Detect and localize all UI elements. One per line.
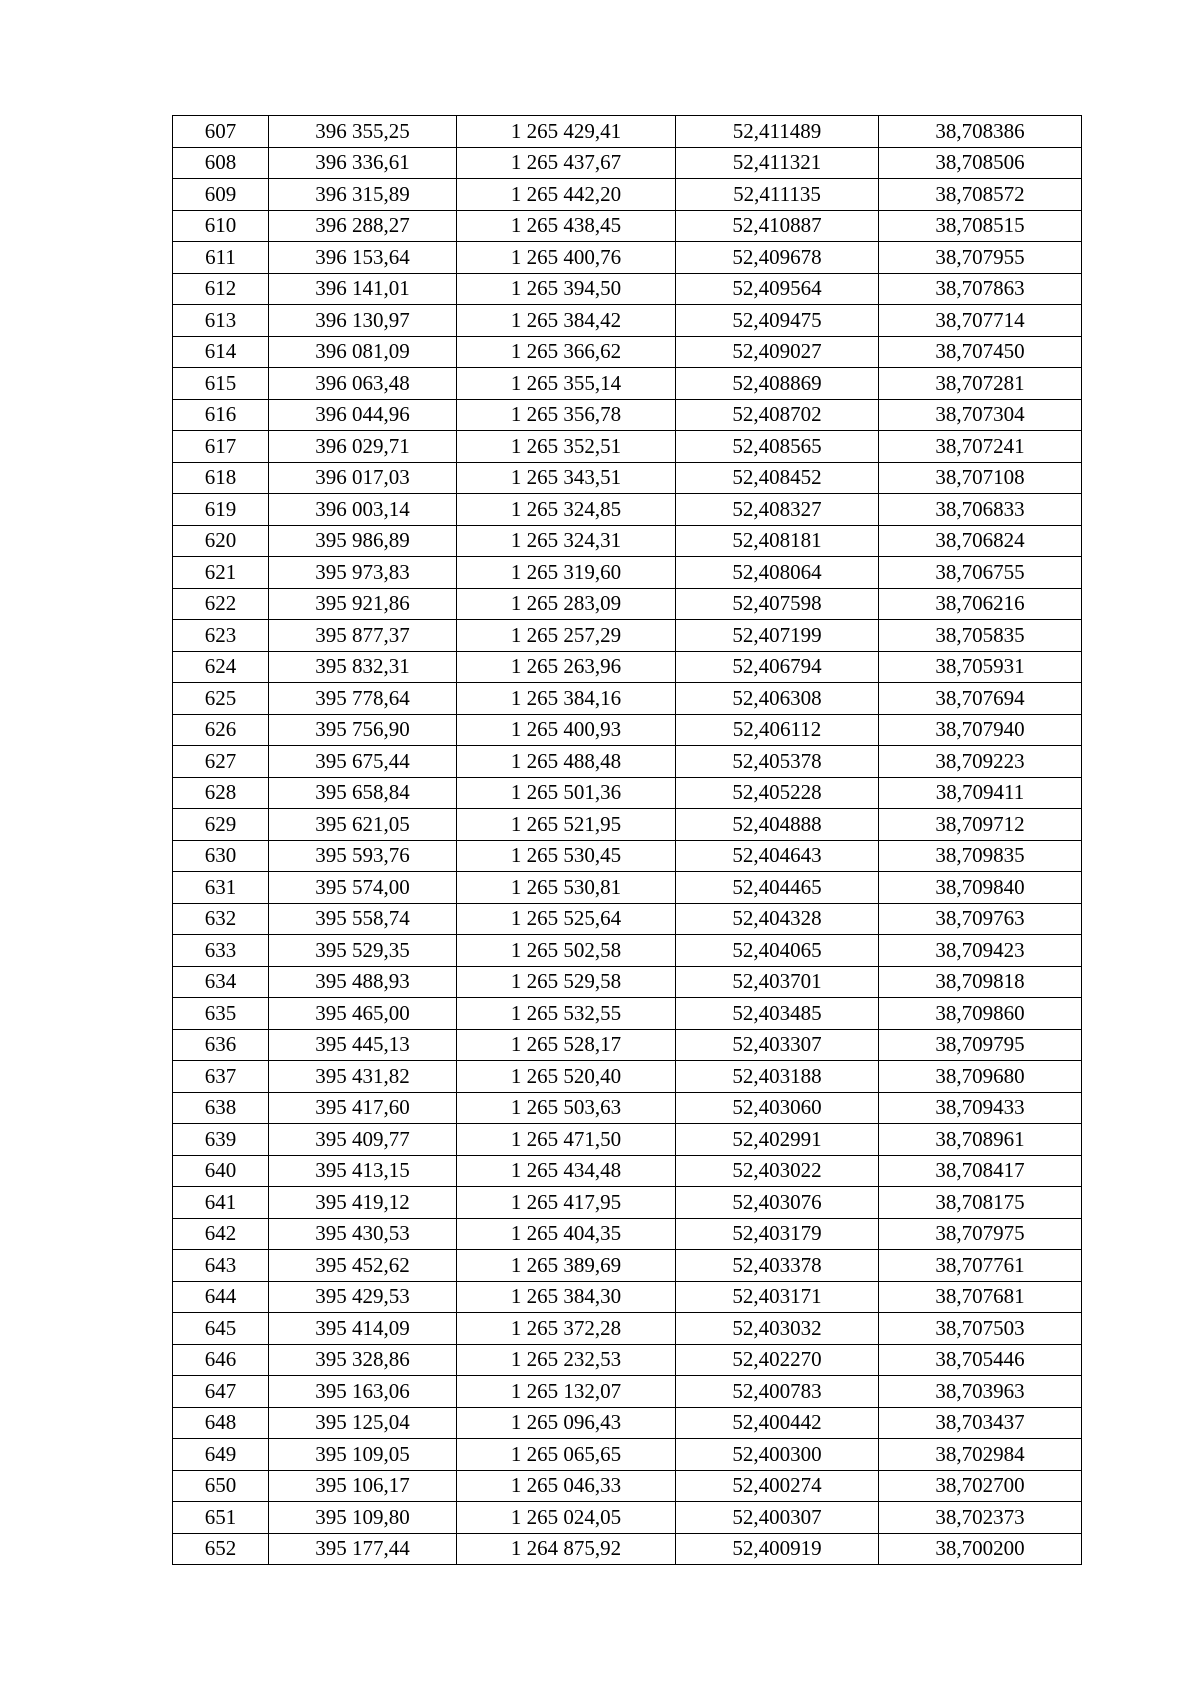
latitude-cell: 52,403171: [676, 1281, 879, 1313]
table-row: [173, 1533, 1082, 1565]
y-coordinate-cell: 1 265 438,45: [457, 210, 676, 242]
y-coordinate-cell: 1 265 442,20: [457, 179, 676, 211]
longitude-cell: 38,707241: [879, 431, 1082, 463]
longitude-cell: 38,707940: [879, 714, 1082, 746]
y-coordinate-cell: 1 265 529,58: [457, 966, 676, 998]
x-coordinate-cell: 396 029,71: [269, 431, 457, 463]
longitude-cell: 38,709795: [879, 1029, 1082, 1061]
x-coordinate-cell: 395 877,37: [269, 620, 457, 652]
x-coordinate-cell: 396 130,97: [269, 305, 457, 337]
x-coordinate-cell: 395 973,83: [269, 557, 457, 589]
latitude-cell: 52,405228: [676, 777, 879, 809]
latitude-cell: 52,408181: [676, 525, 879, 557]
point-number-cell: 610: [173, 210, 269, 242]
latitude-cell: 52,409564: [676, 273, 879, 305]
y-coordinate-cell: 1 265 503,63: [457, 1092, 676, 1124]
point-number-cell: 645: [173, 1313, 269, 1345]
longitude-cell: 38,709223: [879, 746, 1082, 778]
latitude-cell: 52,400442: [676, 1407, 879, 1439]
point-number-cell: 608: [173, 147, 269, 179]
table-row: [173, 368, 1082, 400]
x-coordinate-cell: 396 044,96: [269, 399, 457, 431]
y-coordinate-cell: 1 265 528,17: [457, 1029, 676, 1061]
x-coordinate-cell: 396 063,48: [269, 368, 457, 400]
point-number-cell: 615: [173, 368, 269, 400]
longitude-cell: 38,708386: [879, 116, 1082, 148]
longitude-cell: 38,707863: [879, 273, 1082, 305]
longitude-cell: 38,702373: [879, 1502, 1082, 1534]
point-number-cell: 641: [173, 1187, 269, 1219]
point-number-cell: 642: [173, 1218, 269, 1250]
y-coordinate-cell: 1 265 232,53: [457, 1344, 676, 1376]
point-number-cell: 639: [173, 1124, 269, 1156]
point-number-cell: 651: [173, 1502, 269, 1534]
longitude-cell: 38,705835: [879, 620, 1082, 652]
point-number-cell: 650: [173, 1470, 269, 1502]
x-coordinate-cell: 395 109,80: [269, 1502, 457, 1534]
point-number-cell: 647: [173, 1376, 269, 1408]
x-coordinate-cell: 395 414,09: [269, 1313, 457, 1345]
latitude-cell: 52,406794: [676, 651, 879, 683]
point-number-cell: 628: [173, 777, 269, 809]
y-coordinate-cell: 1 265 521,95: [457, 809, 676, 841]
y-coordinate-cell: 1 265 502,58: [457, 935, 676, 967]
point-number-cell: 619: [173, 494, 269, 526]
point-number-cell: 635: [173, 998, 269, 1030]
latitude-cell: 52,403179: [676, 1218, 879, 1250]
point-number-cell: 644: [173, 1281, 269, 1313]
longitude-cell: 38,707714: [879, 305, 1082, 337]
table-row: [173, 651, 1082, 683]
x-coordinate-cell: 395 409,77: [269, 1124, 457, 1156]
y-coordinate-cell: 1 265 257,29: [457, 620, 676, 652]
latitude-cell: 52,406308: [676, 683, 879, 715]
point-number-cell: 634: [173, 966, 269, 998]
table-row: [173, 903, 1082, 935]
x-coordinate-cell: 395 419,12: [269, 1187, 457, 1219]
longitude-cell: 38,706216: [879, 588, 1082, 620]
y-coordinate-cell: 1 265 024,05: [457, 1502, 676, 1534]
y-coordinate-cell: 1 265 501,36: [457, 777, 676, 809]
y-coordinate-cell: 1 265 532,55: [457, 998, 676, 1030]
x-coordinate-cell: 395 431,82: [269, 1061, 457, 1093]
latitude-cell: 52,411135: [676, 179, 879, 211]
latitude-cell: 52,411489: [676, 116, 879, 148]
longitude-cell: 38,703437: [879, 1407, 1082, 1439]
longitude-cell: 38,703963: [879, 1376, 1082, 1408]
y-coordinate-cell: 1 265 356,78: [457, 399, 676, 431]
point-number-cell: 618: [173, 462, 269, 494]
x-coordinate-cell: 395 675,44: [269, 746, 457, 778]
x-coordinate-cell: 395 163,06: [269, 1376, 457, 1408]
x-coordinate-cell: 396 315,89: [269, 179, 457, 211]
x-coordinate-cell: 395 106,17: [269, 1470, 457, 1502]
point-number-cell: 616: [173, 399, 269, 431]
x-coordinate-cell: 396 153,64: [269, 242, 457, 274]
point-number-cell: 629: [173, 809, 269, 841]
table-row: [173, 557, 1082, 589]
point-number-cell: 631: [173, 872, 269, 904]
y-coordinate-cell: 1 265 434,48: [457, 1155, 676, 1187]
table-row: [173, 494, 1082, 526]
latitude-cell: 52,400307: [676, 1502, 879, 1534]
latitude-cell: 52,403076: [676, 1187, 879, 1219]
latitude-cell: 52,409027: [676, 336, 879, 368]
latitude-cell: 52,408452: [676, 462, 879, 494]
y-coordinate-cell: 1 265 404,35: [457, 1218, 676, 1250]
x-coordinate-cell: 395 430,53: [269, 1218, 457, 1250]
table-row: [173, 840, 1082, 872]
longitude-cell: 38,707761: [879, 1250, 1082, 1282]
latitude-cell: 52,408702: [676, 399, 879, 431]
coordinates-table-body: [173, 116, 1082, 1565]
latitude-cell: 52,400274: [676, 1470, 879, 1502]
point-number-cell: 612: [173, 273, 269, 305]
longitude-cell: 38,705931: [879, 651, 1082, 683]
longitude-cell: 38,700200: [879, 1533, 1082, 1565]
y-coordinate-cell: 1 265 400,93: [457, 714, 676, 746]
longitude-cell: 38,702700: [879, 1470, 1082, 1502]
x-coordinate-cell: 395 574,00: [269, 872, 457, 904]
x-coordinate-cell: 395 593,76: [269, 840, 457, 872]
y-coordinate-cell: 1 265 530,45: [457, 840, 676, 872]
latitude-cell: 52,400300: [676, 1439, 879, 1471]
point-number-cell: 611: [173, 242, 269, 274]
longitude-cell: 38,708961: [879, 1124, 1082, 1156]
latitude-cell: 52,403307: [676, 1029, 879, 1061]
x-coordinate-cell: 395 778,64: [269, 683, 457, 715]
point-number-cell: 623: [173, 620, 269, 652]
latitude-cell: 52,403188: [676, 1061, 879, 1093]
longitude-cell: 38,709680: [879, 1061, 1082, 1093]
table-row: [173, 683, 1082, 715]
table-row: [173, 1061, 1082, 1093]
y-coordinate-cell: 1 265 384,16: [457, 683, 676, 715]
x-coordinate-cell: 395 529,35: [269, 935, 457, 967]
longitude-cell: 38,708572: [879, 179, 1082, 211]
longitude-cell: 38,706755: [879, 557, 1082, 589]
x-coordinate-cell: 395 986,89: [269, 525, 457, 557]
longitude-cell: 38,707450: [879, 336, 1082, 368]
point-number-cell: 637: [173, 1061, 269, 1093]
table-row: [173, 399, 1082, 431]
table-row: [173, 1376, 1082, 1408]
latitude-cell: 52,404888: [676, 809, 879, 841]
table-row: [173, 525, 1082, 557]
x-coordinate-cell: 395 921,86: [269, 588, 457, 620]
table-row: [173, 746, 1082, 778]
point-number-cell: 620: [173, 525, 269, 557]
y-coordinate-cell: 1 265 417,95: [457, 1187, 676, 1219]
x-coordinate-cell: 395 177,44: [269, 1533, 457, 1565]
x-coordinate-cell: 395 445,13: [269, 1029, 457, 1061]
y-coordinate-cell: 1 265 488,48: [457, 746, 676, 778]
table-row: [173, 336, 1082, 368]
table-row: [173, 147, 1082, 179]
point-number-cell: 624: [173, 651, 269, 683]
latitude-cell: 52,400919: [676, 1533, 879, 1565]
y-coordinate-cell: 1 265 366,62: [457, 336, 676, 368]
y-coordinate-cell: 1 264 875,92: [457, 1533, 676, 1565]
table-row: [173, 1029, 1082, 1061]
longitude-cell: 38,709860: [879, 998, 1082, 1030]
table-row: [173, 777, 1082, 809]
y-coordinate-cell: 1 265 520,40: [457, 1061, 676, 1093]
latitude-cell: 52,404465: [676, 872, 879, 904]
latitude-cell: 52,403022: [676, 1155, 879, 1187]
point-number-cell: 632: [173, 903, 269, 935]
longitude-cell: 38,709835: [879, 840, 1082, 872]
point-number-cell: 622: [173, 588, 269, 620]
table-row: [173, 1155, 1082, 1187]
table-row: [173, 273, 1082, 305]
longitude-cell: 38,709818: [879, 966, 1082, 998]
y-coordinate-cell: 1 265 372,28: [457, 1313, 676, 1345]
point-number-cell: 613: [173, 305, 269, 337]
table-row: [173, 1250, 1082, 1282]
table-row: [173, 1092, 1082, 1124]
longitude-cell: 38,709411: [879, 777, 1082, 809]
x-coordinate-cell: 395 756,90: [269, 714, 457, 746]
longitude-cell: 38,706833: [879, 494, 1082, 526]
x-coordinate-cell: 395 413,15: [269, 1155, 457, 1187]
point-number-cell: 625: [173, 683, 269, 715]
x-coordinate-cell: 395 658,84: [269, 777, 457, 809]
point-number-cell: 626: [173, 714, 269, 746]
point-number-cell: 638: [173, 1092, 269, 1124]
table-row: [173, 809, 1082, 841]
x-coordinate-cell: 396 017,03: [269, 462, 457, 494]
table-row: [173, 1502, 1082, 1534]
y-coordinate-cell: 1 265 384,42: [457, 305, 676, 337]
y-coordinate-cell: 1 265 471,50: [457, 1124, 676, 1156]
x-coordinate-cell: 396 003,14: [269, 494, 457, 526]
x-coordinate-cell: 396 141,01: [269, 273, 457, 305]
x-coordinate-cell: 396 081,09: [269, 336, 457, 368]
latitude-cell: 52,404065: [676, 935, 879, 967]
point-number-cell: 633: [173, 935, 269, 967]
latitude-cell: 52,403485: [676, 998, 879, 1030]
longitude-cell: 38,708175: [879, 1187, 1082, 1219]
point-number-cell: 646: [173, 1344, 269, 1376]
x-coordinate-cell: 395 125,04: [269, 1407, 457, 1439]
table-row: [173, 1344, 1082, 1376]
latitude-cell: 52,408565: [676, 431, 879, 463]
y-coordinate-cell: 1 265 065,65: [457, 1439, 676, 1471]
table-row: [173, 305, 1082, 337]
x-coordinate-cell: 395 328,86: [269, 1344, 457, 1376]
point-number-cell: 652: [173, 1533, 269, 1565]
latitude-cell: 52,403060: [676, 1092, 879, 1124]
point-number-cell: 636: [173, 1029, 269, 1061]
latitude-cell: 52,408869: [676, 368, 879, 400]
latitude-cell: 52,403032: [676, 1313, 879, 1345]
y-coordinate-cell: 1 265 429,41: [457, 116, 676, 148]
y-coordinate-cell: 1 265 352,51: [457, 431, 676, 463]
x-coordinate-cell: 395 832,31: [269, 651, 457, 683]
table-row: [173, 620, 1082, 652]
longitude-cell: 38,706824: [879, 525, 1082, 557]
table-row: [173, 179, 1082, 211]
longitude-cell: 38,709423: [879, 935, 1082, 967]
table-row: [173, 966, 1082, 998]
point-number-cell: 643: [173, 1250, 269, 1282]
table-row: [173, 210, 1082, 242]
table-row: [173, 1470, 1082, 1502]
latitude-cell: 52,403378: [676, 1250, 879, 1282]
x-coordinate-cell: 396 288,27: [269, 210, 457, 242]
y-coordinate-cell: 1 265 400,76: [457, 242, 676, 274]
table-row: [173, 1218, 1082, 1250]
y-coordinate-cell: 1 265 437,67: [457, 147, 676, 179]
table-row: [173, 1187, 1082, 1219]
latitude-cell: 52,402991: [676, 1124, 879, 1156]
longitude-cell: 38,707694: [879, 683, 1082, 715]
latitude-cell: 52,404643: [676, 840, 879, 872]
table-row: [173, 1407, 1082, 1439]
x-coordinate-cell: 395 429,53: [269, 1281, 457, 1313]
x-coordinate-cell: 395 417,60: [269, 1092, 457, 1124]
x-coordinate-cell: 395 621,05: [269, 809, 457, 841]
y-coordinate-cell: 1 265 319,60: [457, 557, 676, 589]
y-coordinate-cell: 1 265 525,64: [457, 903, 676, 935]
point-number-cell: 621: [173, 557, 269, 589]
longitude-cell: 38,707975: [879, 1218, 1082, 1250]
point-number-cell: 609: [173, 179, 269, 211]
latitude-cell: 52,404328: [676, 903, 879, 935]
y-coordinate-cell: 1 265 384,30: [457, 1281, 676, 1313]
y-coordinate-cell: 1 265 343,51: [457, 462, 676, 494]
point-number-cell: 627: [173, 746, 269, 778]
table-row: [173, 1281, 1082, 1313]
y-coordinate-cell: 1 265 046,33: [457, 1470, 676, 1502]
y-coordinate-cell: 1 265 096,43: [457, 1407, 676, 1439]
point-number-cell: 649: [173, 1439, 269, 1471]
longitude-cell: 38,707304: [879, 399, 1082, 431]
latitude-cell: 52,403701: [676, 966, 879, 998]
latitude-cell: 52,405378: [676, 746, 879, 778]
point-number-cell: 640: [173, 1155, 269, 1187]
y-coordinate-cell: 1 265 283,09: [457, 588, 676, 620]
longitude-cell: 38,709763: [879, 903, 1082, 935]
point-number-cell: 648: [173, 1407, 269, 1439]
point-number-cell: 607: [173, 116, 269, 148]
y-coordinate-cell: 1 265 355,14: [457, 368, 676, 400]
x-coordinate-cell: 396 336,61: [269, 147, 457, 179]
latitude-cell: 52,409678: [676, 242, 879, 274]
x-coordinate-cell: 395 488,93: [269, 966, 457, 998]
x-coordinate-cell: 395 558,74: [269, 903, 457, 935]
table-row: [173, 872, 1082, 904]
x-coordinate-cell: 395 452,62: [269, 1250, 457, 1282]
x-coordinate-cell: 396 355,25: [269, 116, 457, 148]
y-coordinate-cell: 1 265 263,96: [457, 651, 676, 683]
table-row: [173, 1439, 1082, 1471]
longitude-cell: 38,708506: [879, 147, 1082, 179]
latitude-cell: 52,407598: [676, 588, 879, 620]
y-coordinate-cell: 1 265 324,31: [457, 525, 676, 557]
latitude-cell: 52,409475: [676, 305, 879, 337]
longitude-cell: 38,708417: [879, 1155, 1082, 1187]
latitude-cell: 52,402270: [676, 1344, 879, 1376]
y-coordinate-cell: 1 265 389,69: [457, 1250, 676, 1282]
longitude-cell: 38,707108: [879, 462, 1082, 494]
y-coordinate-cell: 1 265 530,81: [457, 872, 676, 904]
longitude-cell: 38,707281: [879, 368, 1082, 400]
coordinates-table: [172, 115, 1082, 1565]
longitude-cell: 38,702984: [879, 1439, 1082, 1471]
longitude-cell: 38,705446: [879, 1344, 1082, 1376]
table-row: [173, 714, 1082, 746]
y-coordinate-cell: 1 265 394,50: [457, 273, 676, 305]
longitude-cell: 38,709840: [879, 872, 1082, 904]
longitude-cell: 38,707681: [879, 1281, 1082, 1313]
table-row: [173, 935, 1082, 967]
table-row: [173, 431, 1082, 463]
latitude-cell: 52,408327: [676, 494, 879, 526]
y-coordinate-cell: 1 265 132,07: [457, 1376, 676, 1408]
table-row: [173, 998, 1082, 1030]
latitude-cell: 52,410887: [676, 210, 879, 242]
table-row: [173, 1124, 1082, 1156]
latitude-cell: 52,400783: [676, 1376, 879, 1408]
x-coordinate-cell: 395 109,05: [269, 1439, 457, 1471]
latitude-cell: 52,408064: [676, 557, 879, 589]
table-row: [173, 116, 1082, 148]
latitude-cell: 52,407199: [676, 620, 879, 652]
x-coordinate-cell: 395 465,00: [269, 998, 457, 1030]
longitude-cell: 38,707955: [879, 242, 1082, 274]
longitude-cell: 38,708515: [879, 210, 1082, 242]
table-row: [173, 462, 1082, 494]
longitude-cell: 38,709433: [879, 1092, 1082, 1124]
longitude-cell: 38,709712: [879, 809, 1082, 841]
table-row: [173, 1313, 1082, 1345]
point-number-cell: 630: [173, 840, 269, 872]
latitude-cell: 52,411321: [676, 147, 879, 179]
y-coordinate-cell: 1 265 324,85: [457, 494, 676, 526]
point-number-cell: 614: [173, 336, 269, 368]
longitude-cell: 38,707503: [879, 1313, 1082, 1345]
point-number-cell: 617: [173, 431, 269, 463]
table-row: [173, 242, 1082, 274]
table-row: [173, 588, 1082, 620]
latitude-cell: 52,406112: [676, 714, 879, 746]
